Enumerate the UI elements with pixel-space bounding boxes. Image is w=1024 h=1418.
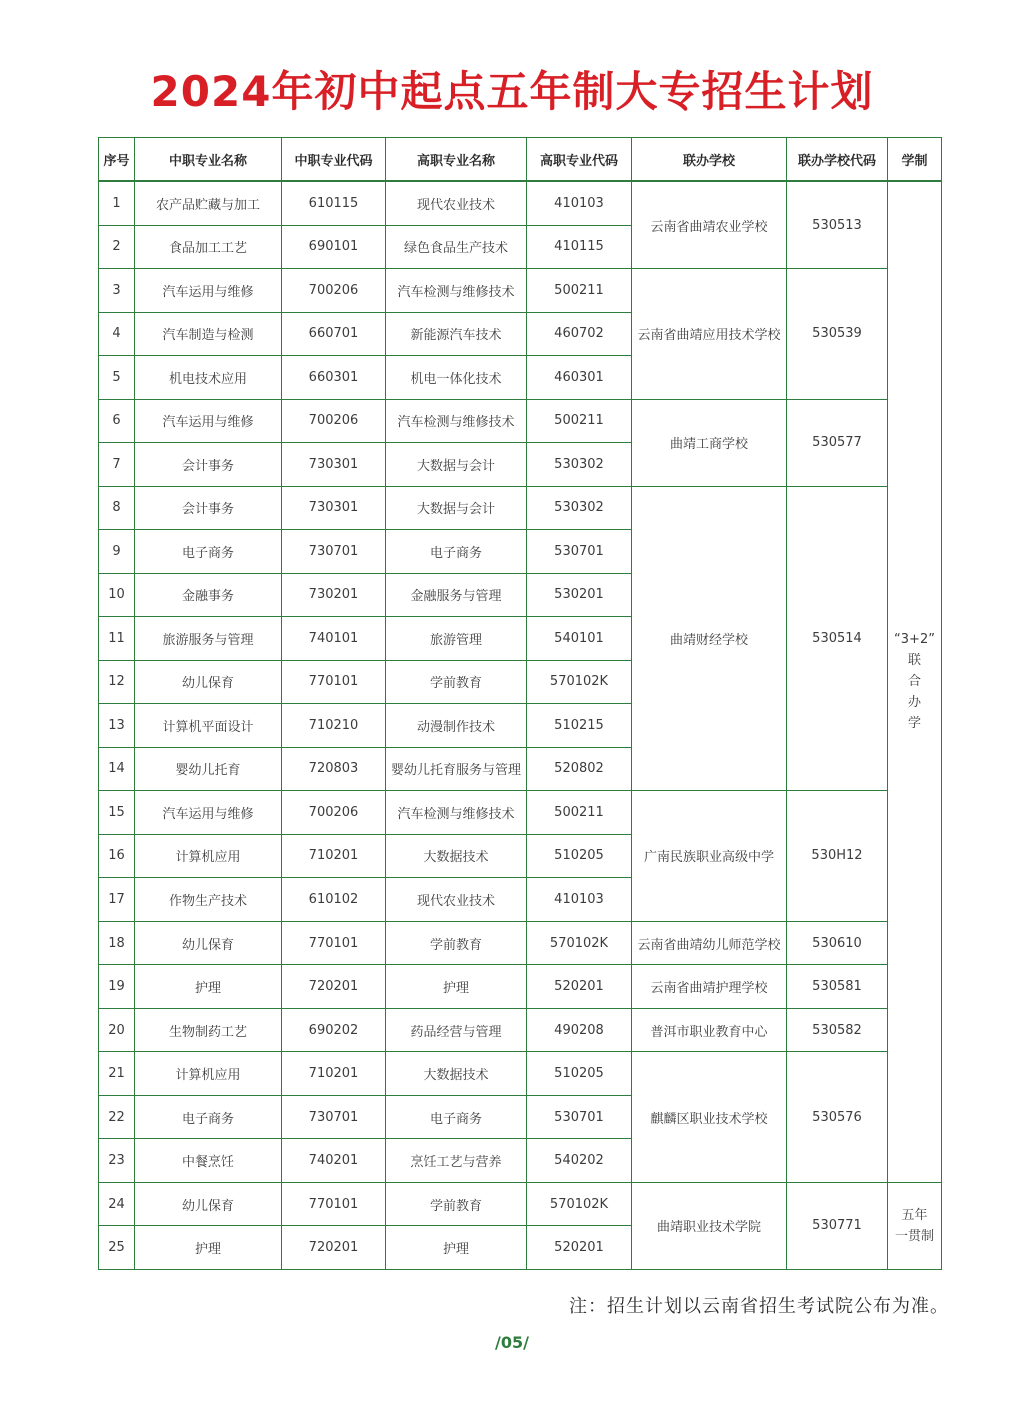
gz-code-cell: 540101: [527, 617, 632, 661]
xuezhi-text: “3+2”: [894, 632, 935, 648]
gz-major-cell: 汽车检测与维修技术: [386, 269, 527, 313]
seq-cell: 18: [99, 921, 135, 965]
seq-cell: 25: [99, 1226, 135, 1270]
header-zz-major: 中职专业名称: [135, 138, 282, 182]
school-code-cell: 530514: [787, 486, 888, 791]
gz-code-cell: 510215: [527, 704, 632, 748]
zz-code-cell: 690202: [282, 1008, 386, 1052]
zz-major-cell: 汽车运用与维修: [135, 269, 282, 313]
table-row: [99, 486, 942, 530]
footnote: 注：招生计划以云南省招生考试院公布为准。: [569, 1296, 949, 1317]
school-cell: 麒麟区职业技术学校: [632, 1052, 787, 1183]
zz-major-cell: 护理: [135, 1226, 282, 1270]
zz-major-cell: 护理: [135, 965, 282, 1009]
gz-major-cell: 药品经营与管理: [386, 1008, 527, 1052]
zz-code-cell: 710201: [282, 1052, 386, 1096]
zz-code-cell: 730701: [282, 530, 386, 574]
gz-code-cell: 500211: [527, 269, 632, 313]
school-cell: 云南省曲靖护理学校: [632, 965, 787, 1009]
gz-code-cell: 510205: [527, 834, 632, 878]
seq-cell: 12: [99, 660, 135, 704]
school-cell: 曲靖工商学校: [632, 399, 787, 486]
school-code-cell: 530577: [787, 399, 888, 486]
seq-cell: 2: [99, 225, 135, 269]
gz-code-cell: 410103: [527, 181, 632, 225]
school-code-cell: 530576: [787, 1052, 888, 1183]
gz-major-cell: 学前教育: [386, 921, 527, 965]
table-row: [99, 399, 942, 443]
xuezhi-joint-cell: [888, 181, 942, 1182]
gz-code-cell: 410103: [527, 878, 632, 922]
seq-cell: 8: [99, 486, 135, 530]
zz-major-cell: 生物制药工艺: [135, 1008, 282, 1052]
zz-code-cell: 770101: [282, 1182, 386, 1226]
zz-code-cell: 660701: [282, 312, 386, 356]
seq-cell: 20: [99, 1008, 135, 1052]
gz-major-cell: 学前教育: [386, 1182, 527, 1226]
gz-major-cell: 大数据与会计: [386, 486, 527, 530]
table-row: [99, 965, 942, 1009]
seq-cell: 9: [99, 530, 135, 574]
gz-code-cell: 520201: [527, 965, 632, 1009]
header-school: 联办学校: [632, 138, 787, 182]
zz-code-cell: 730201: [282, 573, 386, 617]
zz-code-cell: 730701: [282, 1095, 386, 1139]
seq-cell: 22: [99, 1095, 135, 1139]
zz-code-cell: 720201: [282, 965, 386, 1009]
seq-cell: 4: [99, 312, 135, 356]
gz-major-cell: 现代农业技术: [386, 878, 527, 922]
header-zz-code: 中职专业代码: [282, 138, 386, 182]
page-title: 2024年初中起点五年制大专招生计划: [150, 67, 874, 116]
gz-code-cell: 530201: [527, 573, 632, 617]
zz-major-cell: 计算机应用: [135, 1052, 282, 1096]
gz-code-cell: 570102K: [527, 921, 632, 965]
xuezhi-text: 办: [907, 695, 921, 711]
gz-code-cell: 520802: [527, 747, 632, 791]
table-header-row: [99, 138, 942, 182]
gz-major-cell: 绿色食品生产技术: [386, 225, 527, 269]
gz-major-cell: 烹饪工艺与营养: [386, 1139, 527, 1183]
xuezhi-five-year-cell: [888, 1182, 942, 1269]
gz-code-cell: 520201: [527, 1226, 632, 1270]
xuezhi-text: 一贯制: [894, 1228, 934, 1244]
seq-cell: 16: [99, 834, 135, 878]
zz-major-cell: 电子商务: [135, 530, 282, 574]
seq-cell: 11: [99, 617, 135, 661]
gz-major-cell: 大数据技术: [386, 834, 527, 878]
zz-major-cell: 机电技术应用: [135, 356, 282, 400]
zz-major-cell: 食品加工工艺: [135, 225, 282, 269]
school-code-cell: 530771: [787, 1182, 888, 1269]
gz-code-cell: 460702: [527, 312, 632, 356]
gz-major-cell: 汽车检测与维修技术: [386, 399, 527, 443]
seq-cell: 17: [99, 878, 135, 922]
gz-major-cell: 汽车检测与维修技术: [386, 791, 527, 835]
zz-major-cell: 汽车运用与维修: [135, 399, 282, 443]
zz-major-cell: 幼儿保育: [135, 921, 282, 965]
school-code-cell: 530610: [787, 921, 888, 965]
header-gz-code: 高职专业代码: [527, 138, 632, 182]
school-cell: 云南省曲靖应用技术学校: [632, 269, 787, 400]
gz-major-cell: 机电一体化技术: [386, 356, 527, 400]
school-cell: 云南省曲靖农业学校: [632, 181, 787, 269]
gz-major-cell: 大数据与会计: [386, 443, 527, 487]
gz-code-cell: 500211: [527, 399, 632, 443]
header-xuezhi: 学制: [888, 138, 942, 182]
school-code-cell: 530513: [787, 181, 888, 269]
gz-code-cell: 530701: [527, 530, 632, 574]
gz-major-cell: 护理: [386, 1226, 527, 1270]
enrollment-plan-table: [98, 137, 942, 1270]
seq-cell: 1: [99, 181, 135, 225]
seq-cell: 6: [99, 399, 135, 443]
zz-code-cell: 610115: [282, 181, 386, 225]
school-cell: 曲靖财经学校: [632, 486, 787, 791]
xuezhi-text: 联: [907, 653, 921, 669]
gz-code-cell: 510205: [527, 1052, 632, 1096]
zz-code-cell: 710210: [282, 704, 386, 748]
xuezhi-text: 合: [907, 674, 921, 690]
zz-code-cell: 700206: [282, 791, 386, 835]
zz-major-cell: 会计事务: [135, 443, 282, 487]
zz-code-cell: 740101: [282, 617, 386, 661]
seq-cell: 13: [99, 704, 135, 748]
school-code-cell: 530581: [787, 965, 888, 1009]
zz-code-cell: 610102: [282, 878, 386, 922]
seq-cell: 19: [99, 965, 135, 1009]
seq-cell: 23: [99, 1139, 135, 1183]
school-code-cell: 530H12: [787, 791, 888, 922]
zz-major-cell: 会计事务: [135, 486, 282, 530]
seq-cell: 21: [99, 1052, 135, 1096]
zz-code-cell: 690101: [282, 225, 386, 269]
gz-code-cell: 570102K: [527, 1182, 632, 1226]
seq-cell: 15: [99, 791, 135, 835]
school-cell: 普洱市职业教育中心: [632, 1008, 787, 1052]
school-cell: 云南省曲靖幼儿师范学校: [632, 921, 787, 965]
zz-code-cell: 770101: [282, 921, 386, 965]
zz-major-cell: 婴幼儿托育: [135, 747, 282, 791]
gz-major-cell: 大数据技术: [386, 1052, 527, 1096]
table-row: [99, 791, 942, 835]
zz-code-cell: 730301: [282, 486, 386, 530]
zz-major-cell: 中餐烹饪: [135, 1139, 282, 1183]
table-row: [99, 1008, 942, 1052]
seq-cell: 7: [99, 443, 135, 487]
gz-code-cell: 570102K: [527, 660, 632, 704]
zz-major-cell: 电子商务: [135, 1095, 282, 1139]
seq-cell: 10: [99, 573, 135, 617]
zz-code-cell: 710201: [282, 834, 386, 878]
seq-cell: 5: [99, 356, 135, 400]
gz-major-cell: 学前教育: [386, 660, 527, 704]
zz-major-cell: 旅游服务与管理: [135, 617, 282, 661]
header-school-code: 联办学校代码: [787, 138, 888, 182]
gz-code-cell: 530701: [527, 1095, 632, 1139]
gz-major-cell: 动漫制作技术: [386, 704, 527, 748]
seq-cell: 24: [99, 1182, 135, 1226]
zz-major-cell: 农产品贮藏与加工: [135, 181, 282, 225]
zz-major-cell: 计算机应用: [135, 834, 282, 878]
school-code-cell: 530582: [787, 1008, 888, 1052]
zz-code-cell: 740201: [282, 1139, 386, 1183]
zz-major-cell: 幼儿保育: [135, 660, 282, 704]
zz-code-cell: 700206: [282, 269, 386, 313]
gz-major-cell: 电子商务: [386, 1095, 527, 1139]
zz-code-cell: 700206: [282, 399, 386, 443]
zz-major-cell: 金融事务: [135, 573, 282, 617]
zz-code-cell: 720803: [282, 747, 386, 791]
seq-cell: 3: [99, 269, 135, 313]
zz-major-cell: 计算机平面设计: [135, 704, 282, 748]
gz-major-cell: 现代农业技术: [386, 181, 527, 225]
gz-code-cell: 530302: [527, 443, 632, 487]
zz-major-cell: 汽车运用与维修: [135, 791, 282, 835]
table-row: [99, 181, 942, 225]
school-cell: 曲靖职业技术学院: [632, 1182, 787, 1269]
zz-code-cell: 720201: [282, 1226, 386, 1270]
zz-code-cell: 660301: [282, 356, 386, 400]
header-gz-major: 高职专业名称: [386, 138, 527, 182]
xuezhi-text: 五年: [901, 1207, 928, 1223]
gz-major-cell: 旅游管理: [386, 617, 527, 661]
zz-major-cell: 作物生产技术: [135, 878, 282, 922]
school-code-cell: 530539: [787, 269, 888, 400]
zz-major-cell: 汽车制造与检测: [135, 312, 282, 356]
gz-code-cell: 500211: [527, 791, 632, 835]
gz-major-cell: 护理: [386, 965, 527, 1009]
gz-major-cell: 金融服务与管理: [386, 573, 527, 617]
table-row: [99, 269, 942, 313]
gz-code-cell: 460301: [527, 356, 632, 400]
gz-code-cell: 530302: [527, 486, 632, 530]
gz-major-cell: 新能源汽车技术: [386, 312, 527, 356]
table-row: [99, 1052, 942, 1096]
seq-cell: 14: [99, 747, 135, 791]
zz-major-cell: 幼儿保育: [135, 1182, 282, 1226]
gz-code-cell: 410115: [527, 225, 632, 269]
zz-code-cell: 770101: [282, 660, 386, 704]
zz-code-cell: 730301: [282, 443, 386, 487]
school-cell: 广南民族职业高级中学: [632, 791, 787, 922]
header-seq: 序号: [99, 138, 135, 182]
gz-code-cell: 490208: [527, 1008, 632, 1052]
gz-code-cell: 540202: [527, 1139, 632, 1183]
table-row: [99, 1182, 942, 1226]
gz-major-cell: 电子商务: [386, 530, 527, 574]
gz-major-cell: 婴幼儿托育服务与管理: [386, 747, 527, 791]
xuezhi-text: 学: [907, 716, 921, 732]
table-row: [99, 921, 942, 965]
page-number: /05/: [495, 1333, 529, 1352]
